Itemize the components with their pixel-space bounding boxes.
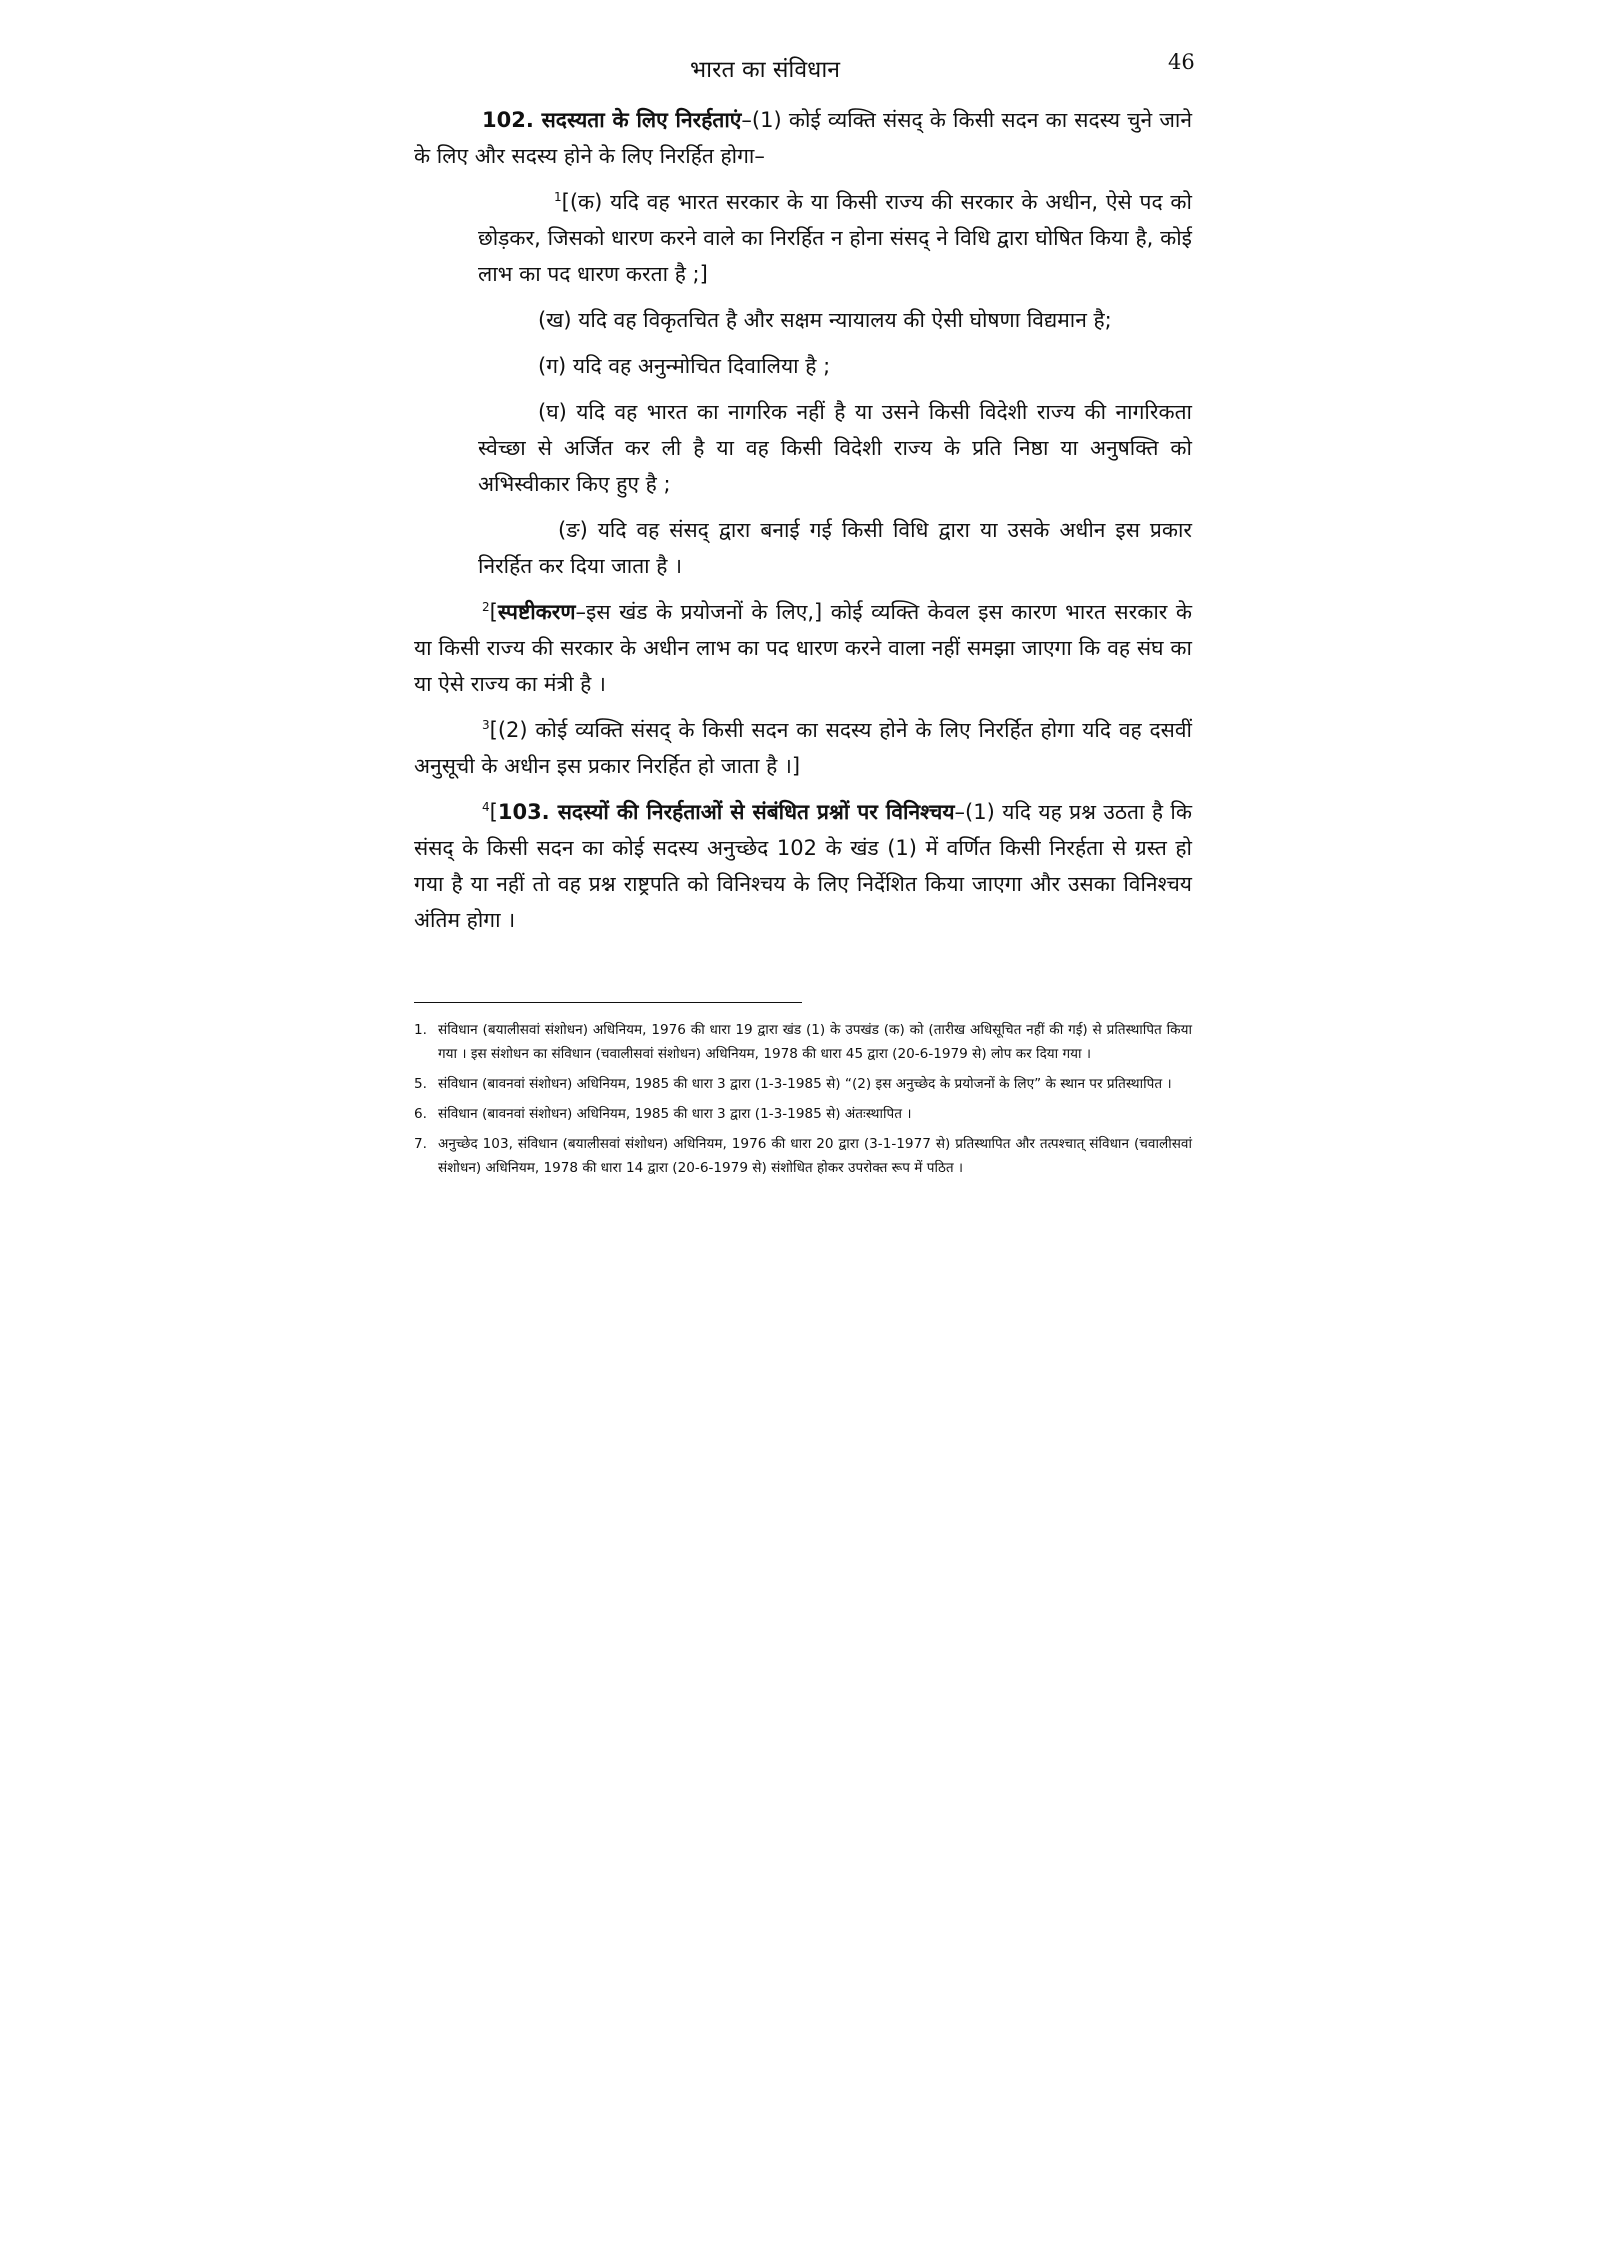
article-102-heading: 102. सदस्यता के लिए निरर्हताएं: [482, 108, 742, 132]
footnote-ref-1: 1: [554, 190, 562, 204]
footnote: [414, 1072, 1192, 1096]
clause-gha: [478, 394, 1192, 502]
article-103-text: –(1) यदि यह प्रश्न उठता है कि संसद् के किसी सदन का कोई सदस्य अनुच्छेद 102 के खंड (1) में वर्णित किसी निरर्हता से ग्रस्त हो गया है या नहीं तो वह प्रश्न राष्ट्रपति को विनिश्चय के लिए निर्देशित किया जाएगा और उसका विनिश्चय अंतिम होगा ।: [414, 800, 1192, 932]
footnotes: [414, 1018, 1192, 1186]
footnote-separator: [414, 1002, 802, 1003]
footnote-ref-4: 4: [482, 800, 490, 814]
footnote: [414, 1018, 1192, 1066]
main-text: [414, 102, 1192, 948]
explanation-text: –इस खंड के प्रयोजनों के लिए,] कोई व्यक्ति केवल इस कारण भारत सरकार के या किसी राज्य की सरकार के अधीन लाभ का पद धारण करने वाला नहीं समझा जाएगा कि वह संघ का या ऐसे राज्य का मंत्री है ।: [414, 600, 1192, 696]
clause-ga-text: (ग) यदि वह अनुन्मोचित दिवालिया है ;: [538, 354, 831, 378]
clause-2: [414, 712, 1192, 784]
footnote-number: 7.: [414, 1136, 427, 1152]
footnote-number: 6.: [414, 1106, 427, 1122]
footnote-text: अनुच्छेद 103, संविधान (बयालीसवां संशोधन) अधिनियम, 1976 की धारा 20 द्वारा (3-1-1977 से) प्रतिस्थापित और तत्पश्चात् संविधान (चवालीसवां संशोधन) अधिनियम, 1978 की धारा 14 द्वारा (20-6-1979 से) संशोधित होकर उपरोक्त रूप में पठित ।: [438, 1136, 1192, 1176]
clause-nga: [478, 512, 1192, 584]
clause-nga-text: (ङ) यदि वह संसद् द्वारा बनाई गई किसी विधि द्वारा या उसके अधीन इस प्रकार निरर्हित कर दिया जाता है ।: [478, 518, 1192, 578]
footnote: [414, 1132, 1192, 1180]
footnote-ref-3: 3: [482, 718, 490, 732]
clause-2-text: [(2) कोई व्यक्ति संसद् के किसी सदन का सदस्य होने के लिए निरर्हित होगा यदि वह दसवीं अनुसूची के अधीन इस प्रकार निरर्हित हो जाता है ।]: [414, 718, 1192, 778]
footnote-text: संविधान (बावनवां संशोधन) अधिनियम, 1985 की धारा 3 द्वारा (1-3-1985 से) अंतःस्थापित ।: [438, 1106, 912, 1122]
clause-ka-text: [(क) यदि वह भारत सरकार के या किसी राज्य की सरकार के अधीन, ऐसे पद को छोड़कर, जिसको धारण करने वाले का निरर्हित न होना संसद् ने विधि द्वारा घोषित किया है, कोई लाभ का पद धारण करता है ;]: [478, 190, 1192, 286]
explanation-open-bracket: [: [489, 600, 498, 624]
article-103: [414, 794, 1192, 938]
clause-kha-text: (ख) यदि वह विकृतचित है और सक्षम न्यायालय की ऐसी घोषणा विद्यमान है;: [538, 308, 1112, 332]
article-102-text: –(1) कोई व्यक्ति संसद् के किसी सदन का सदस्य चुने जाने के लिए और सदस्य होने के लिए निरर्हित होगा–: [414, 108, 1193, 168]
clause-ga: [478, 348, 1192, 384]
explanation: [414, 594, 1192, 702]
footnote-text: संविधान (बयालीसवां संशोधन) अधिनियम, 1976 की धारा 19 द्वारा खंड (1) के उपखंड (क) को (तारीख अधिसूचित नहीं की गई) से प्रतिस्थापित किया गया । इस संशोधन का संविधान (चवालीसवां संशोधन) अधिनियम, 1978 की धारा 45 द्वारा (20-6-1979 से) लोप कर दिया गया ।: [438, 1022, 1192, 1062]
footnote-number: 5.: [414, 1076, 427, 1092]
article-102: [414, 102, 1192, 174]
clause-ka: [478, 184, 1192, 292]
page-number: 46: [1168, 50, 1195, 74]
article-103-heading: 103. सदस्यों की निरर्हताओं से संबंधित प्रश्नों पर विनिश्चय: [497, 800, 955, 824]
footnote-text: संविधान (बावनवां संशोधन) अधिनियम, 1985 की धारा 3 द्वारा (1-3-1985 से) “(2) इस अनुच्छेद के प्रयोजनों के लिए” के स्थान पर प्रतिस्थापित ।: [438, 1076, 1172, 1092]
footnote-ref-2: 2: [482, 600, 490, 614]
clause-kha: [478, 302, 1192, 338]
footnote: [414, 1102, 1192, 1126]
footnote-number: 1.: [414, 1022, 427, 1038]
explanation-heading: स्पष्टीकरण: [497, 600, 576, 624]
clause-gha-text: (घ) यदि वह भारत का नागरिक नहीं है या उसने किसी विदेशी राज्य की नागरिकता स्वेच्छा से अर्जित कर ली है या वह किसी विदेशी राज्य के प्रति निष्ठा या अनुषक्ति को अभिस्वीकार किए हुए है ;: [478, 400, 1192, 496]
running-title: भारत का संविधान: [690, 57, 841, 83]
article-103-open-bracket: [: [489, 800, 498, 824]
